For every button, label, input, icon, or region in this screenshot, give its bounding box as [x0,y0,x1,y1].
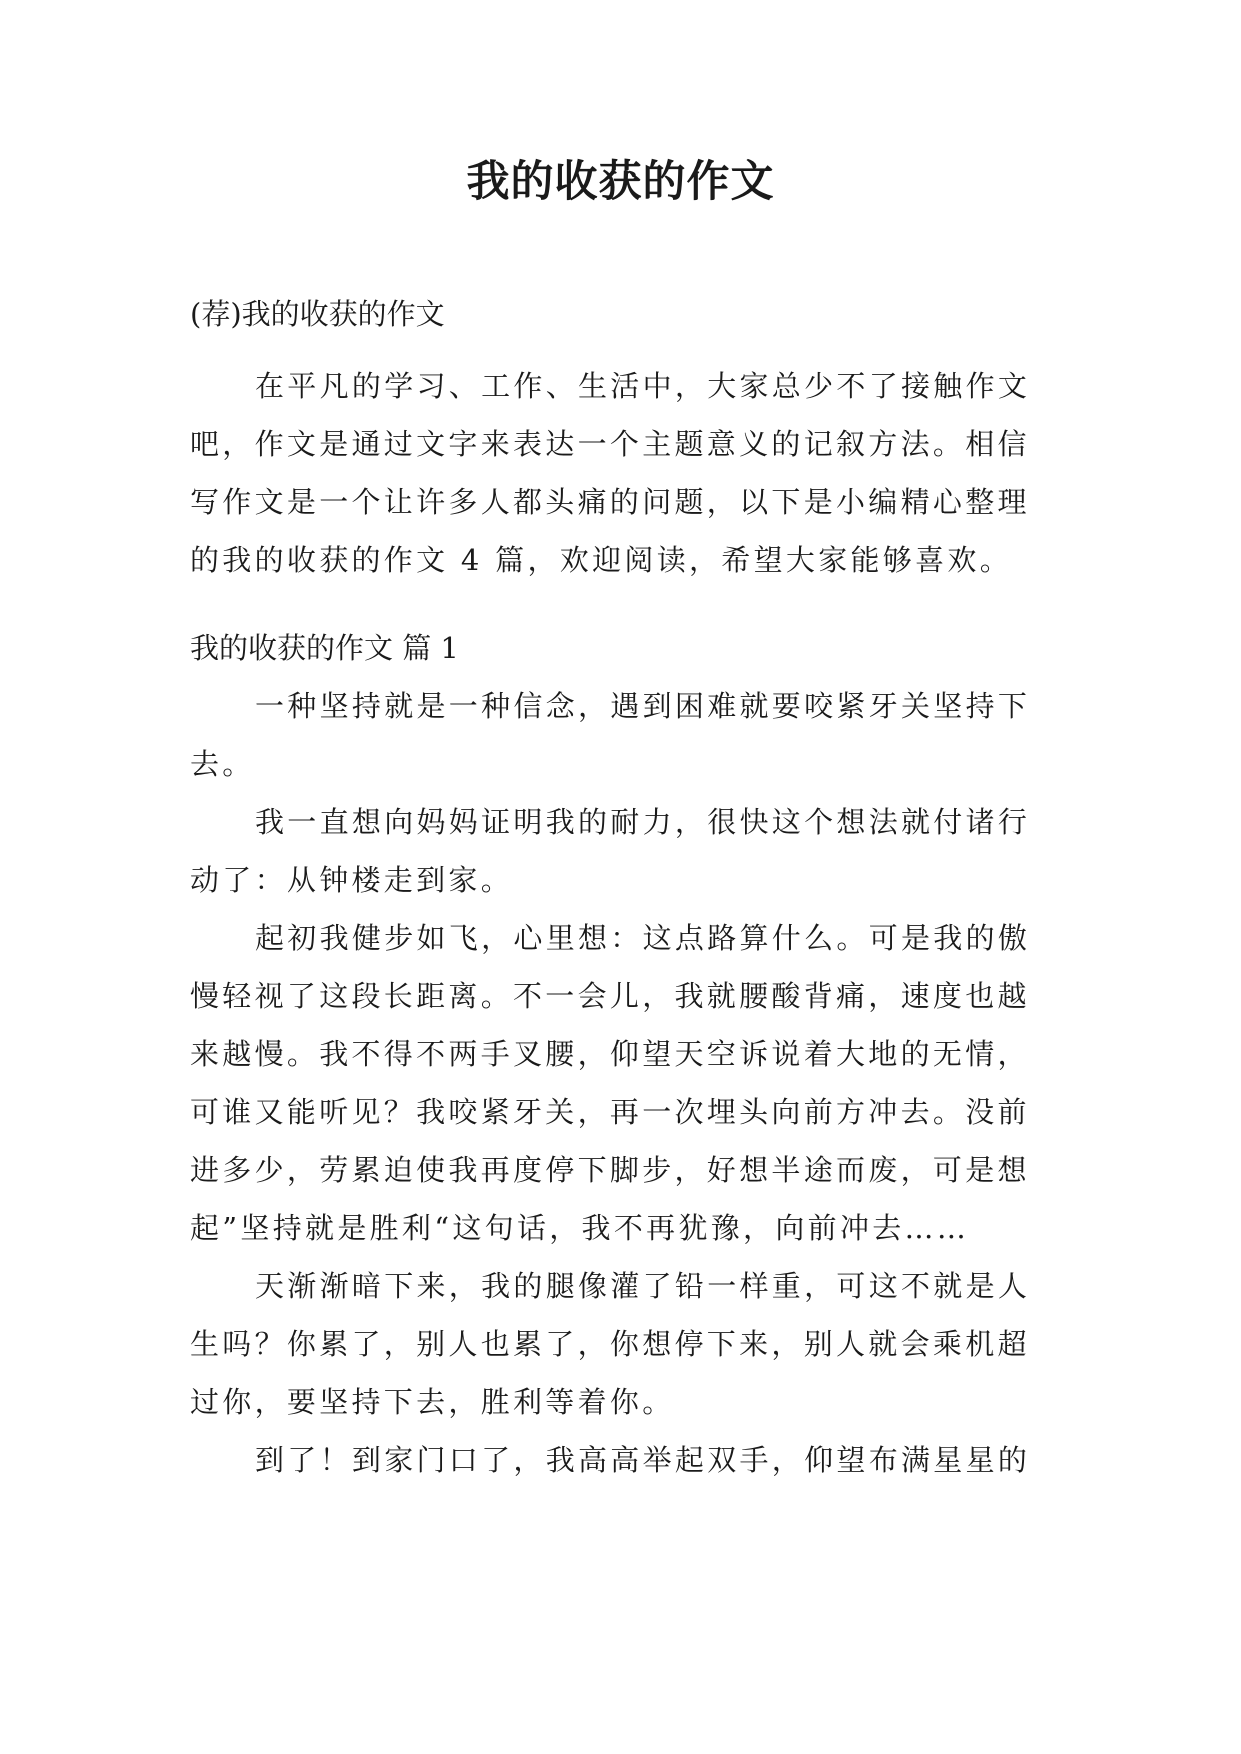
document-subtitle: (荐)我的收获的作文 [190,297,445,331]
body-line: 动了：从钟楼走到家。 [190,863,514,897]
intro-line: 的我的收获的作文 4 篇，欢迎阅读，希望大家能够喜欢。 [190,543,1012,577]
intro-line: 写作文是一个让许多人都头痛的问题，以下是小编精心整理 [190,485,1030,519]
body-line: 可谁又能听见？我咬紧牙关，再一次埋头向前方冲去。没前 [190,1095,1030,1129]
body-line: 我一直想向妈妈证明我的耐力，很快这个想法就付诸行 [255,805,1031,839]
body-line: 过你，要坚持下去，胜利等着你。 [190,1385,675,1419]
body-line: 生吗？你累了，别人也累了，你想停下来，别人就会乘机超 [190,1327,1030,1361]
intro-line: 吧，作文是通过文字来表达一个主题意义的记叙方法。相信 [190,427,1030,461]
body-line: 起初我健步如飞，心里想：这点路算什么。可是我的傲 [255,921,1031,955]
document-title: 我的收获的作文 [466,157,775,207]
body-line: 到了！到家门口了，我高高举起双手，仰望布满星星的 [255,1443,1031,1477]
body-line: 来越慢。我不得不两手叉腰，仰望天空诉说着大地的无情， [190,1037,1030,1071]
body-line: 慢轻视了这段长距离。不一会儿，我就腰酸背痛，速度也越 [190,979,1030,1013]
section-heading: 我的收获的作文 篇 1 [190,631,459,665]
body-line: 一种坚持就是一种信念，遇到困难就要咬紧牙关坚持下 [255,689,1031,723]
body-line: 起”坚持就是胜利“这句话，我不再犹豫，向前冲去…… [190,1211,970,1245]
intro-line: 在平凡的学习、工作、生活中，大家总少不了接触作文 [255,369,1031,403]
body-line: 去。 [190,747,255,781]
body-line: 进多少，劳累迫使我再度停下脚步，好想半途而废，可是想 [190,1153,1030,1187]
body-line: 天渐渐暗下来，我的腿像灌了铅一样重，可这不就是人 [255,1269,1031,1303]
